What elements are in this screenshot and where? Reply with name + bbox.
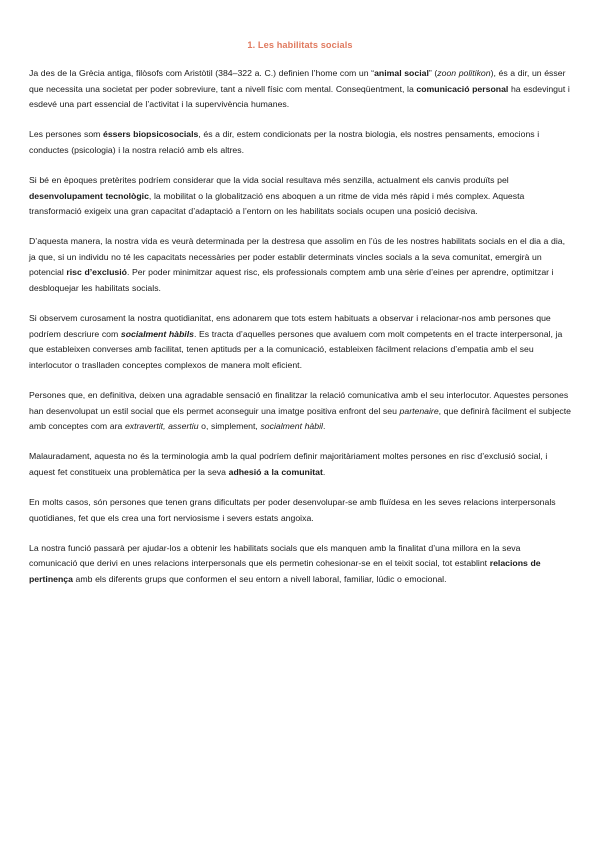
paragraph-5: [29, 311, 571, 373]
text-run: , que definirà fàcilment el subjecte amb conceptes com ara: [29, 405, 572, 432]
paragraph-8: [29, 495, 571, 526]
text-run: . Es tracta d’aquelles persones que avaluem com molt competents en el tracte interpersonal, ja que estableixen converses amb facilitat, tenen aptituds per a la comunicació, estableixen fàcilment relacions d’empatia amb el seu interlocutor o traslladen conceptes complexos de manera molt eficient.: [29, 328, 563, 370]
document-body: [29, 66, 571, 587]
text-run: , la mobilitat o la globalització ens aboquen a un ritme de vida més ràpid i més complex. Aquesta transformació exigeix una gran capacitat d’adaptació a l’entorn on les habilitats socials ocupen una posició decisiva.: [29, 190, 525, 217]
italic-term: socialment hàbil: [260, 421, 323, 432]
text-run: Persones que, en definitiva, deixen una agradable sensació en finalitzar la relació comunicativa amb el seu interlocutor. Aquestes persones han desenvolupat un estil social que els permet aconseguir una imatge positiva enfront del seu: [29, 390, 569, 416]
bold-term: éssers biopsicosocials: [103, 129, 199, 140]
paragraph-2: [29, 127, 571, 158]
bold-term: relacions de pertinença: [29, 558, 541, 584]
paragraph-3: [29, 173, 571, 220]
text-run: . Per poder minimitzar aquest risc, els professionals comptem amb una sèrie d’eines per aprendre, optimitzar i desbloquejar les habilitats socials.: [29, 267, 554, 294]
paragraph-1: [29, 66, 571, 113]
paragraph-6: [29, 388, 571, 435]
section-title: 1. Les habilitats socials: [247, 40, 353, 50]
italic-term: extravertit, assertiu: [124, 421, 199, 432]
bold-term: adhesió a la comunitat: [228, 466, 323, 477]
paragraph-7: [29, 449, 571, 480]
text-run: Malauradament, aquesta no és la terminologia amb la qual podríem definir majoritàriament moltes persones en risc d’exclusió social, i aquest fet constitueix una problemàtica per la seva: [29, 451, 548, 477]
text-run: ” (: [428, 68, 438, 78]
bold-term: desenvolupament tecnològic: [29, 190, 149, 201]
paragraph-4: [29, 234, 571, 296]
paragraph-9: [29, 541, 571, 588]
text-run: .: [322, 466, 326, 477]
text-run: D’aquesta manera, la nostra vida es veurà determinada per la destresa que assolim en l’ús de les nostres habilitats socials en el dia a dia, ja que, si un individu no té les capacitats necessàries per poder establir determinats vincles socials a la seva comunitat, emergirà un potencial: [29, 236, 565, 278]
bold-term: socialment hàbils: [120, 328, 194, 339]
text-run: .: [322, 421, 326, 432]
text-run: En molts casos, són persones que tenen grans dificultats per poder desenvolupar-se amb fluïdesa en les seves relacions interpersonals quotidianes, fet que els crea una fort nerviosisme i severs estats angoixa.: [29, 496, 556, 523]
text-run: o, simplement,: [198, 421, 261, 432]
text-run: La nostra funció passarà per ajudar-los a obtenir les habilitats socials que els manquen amb la finalitat d’una millora en la seva comunicació que derivi en unes relacions interpersonals que els permetin cohesionar-se en el teixit social, tot establint: [29, 542, 521, 569]
italic-term: partenaire: [399, 405, 439, 416]
text-run: ha esdevingut i esdevé una part essencial de l’activitat i la supervivència humanes.: [29, 83, 570, 110]
bold-term: comunicació personal: [416, 83, 509, 94]
bold-term: animal social: [374, 68, 429, 78]
text-run: , és a dir, estem condicionats per la nostra biologia, els nostres pensaments, emocions i conductes (psicologia) i la nostra relació amb els altres.: [29, 129, 540, 155]
italic-term: zoon politikon: [437, 68, 491, 78]
text-run: Si observem curosament la nostra quotidianitat, ens adonarem que tots estem habituats a observar i relacionar-nos amb persones que podríem descriure com: [29, 313, 551, 339]
text-run: Si bé en èpoques pretèrites podríem considerar que la vida social resultava més senzilla, actualment els canvis produïts pel: [29, 174, 509, 185]
bold-term: risc d’exclusió: [66, 267, 127, 278]
text-run: Les persones som: [29, 129, 103, 140]
text-run: Ja des de la Grècia antiga, filòsofs com Aristòtil (384–322 a. C.) definien l’home com un “: [29, 68, 375, 78]
text-run: ), és a dir, un ésser que necessita una societat per poder sobreviure, tant a nivell físic com mental. Conseqüentment, la: [29, 68, 566, 94]
text-run: amb els diferents grups que conformen el seu entorn a nivell laboral, familiar, lúdic o emocional.: [72, 573, 447, 584]
